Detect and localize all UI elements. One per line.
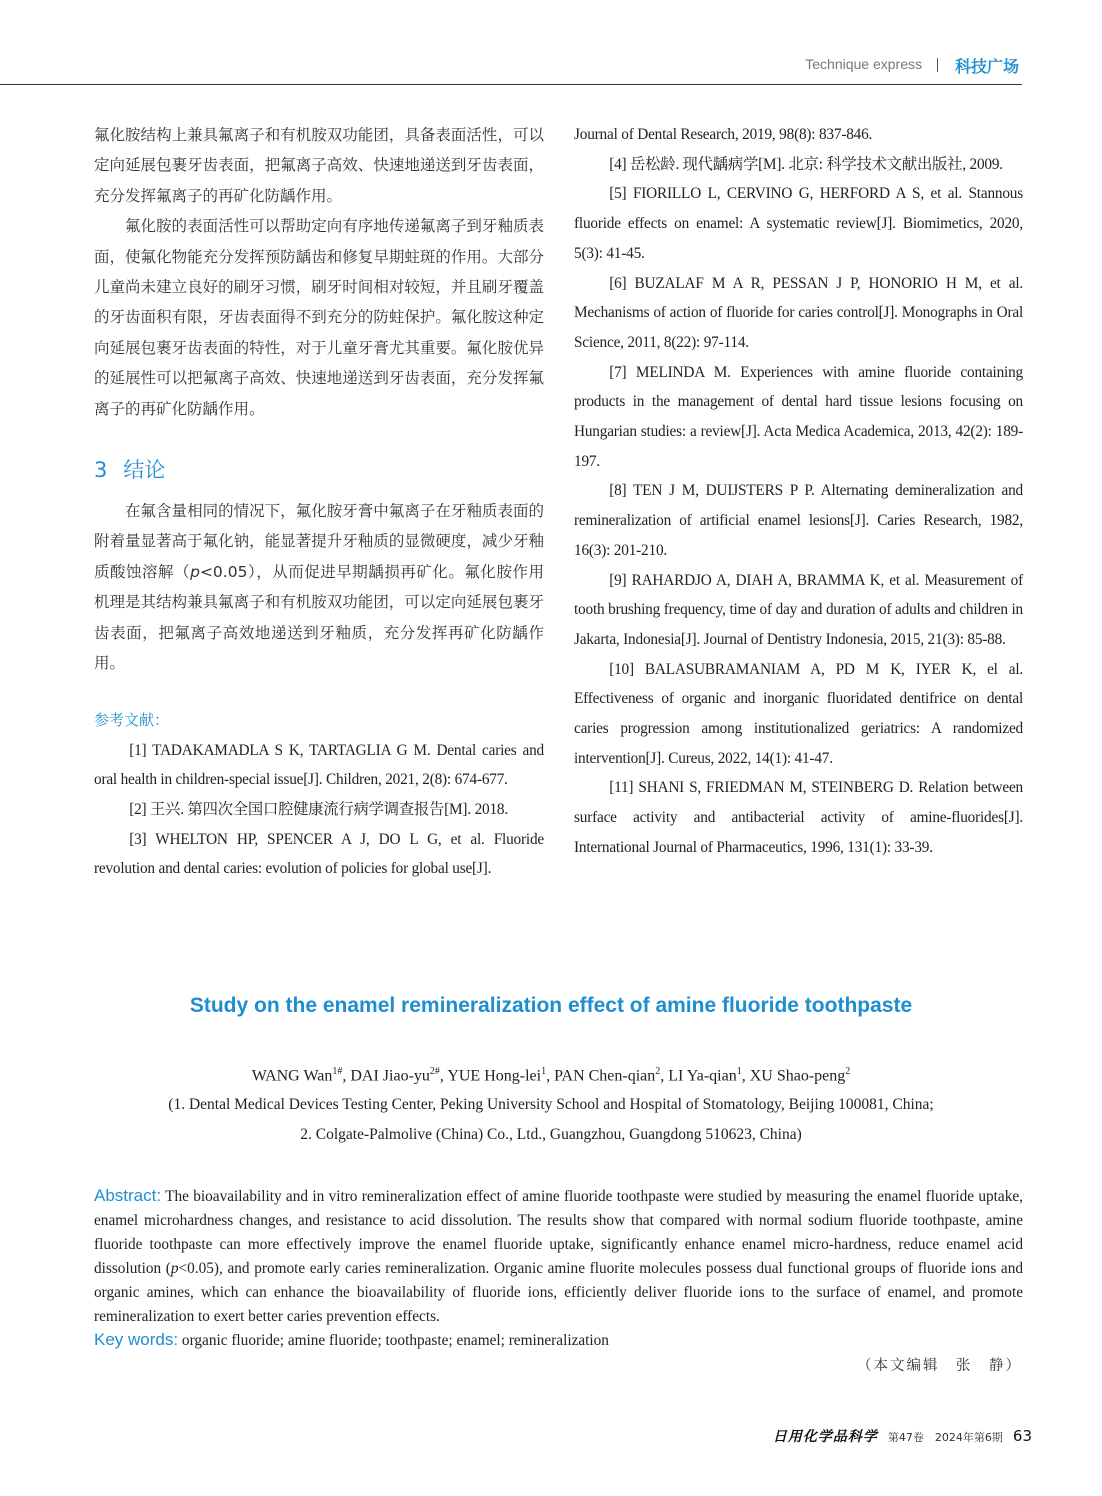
author-affiliation-mark: 1 [541, 1066, 547, 1077]
keywords [94, 1330, 1023, 1350]
page-number: 63 [1012, 1427, 1032, 1445]
author-name: YUE Hong-lei [447, 1067, 542, 1085]
header-section-cn: 科技广场 [955, 57, 1020, 76]
volume-issue: 第47卷 2024年第6期 [887, 1431, 1003, 1444]
reference-continuation: Journal of Dental Research, 2019, 98(8): 837-846. [574, 126, 873, 143]
references-heading: 参考文献： [94, 710, 170, 729]
author-affiliation-mark: 2# [429, 1066, 440, 1077]
body-paragraph: 氟化胺结构上兼具氟离子和有机胺双功能团，具备表面活性，可以定向延展包裹牙齿表面，把氟离子高效、快速地递送到牙齿表面，充分发挥氟离子的再矿化防龋作用。 [94, 126, 544, 205]
p-symbol: p [170, 1259, 179, 1277]
header-separator [937, 58, 938, 72]
page-footer [773, 1426, 1032, 1446]
editor-note: （本文编辑 张 静） [857, 1358, 1022, 1374]
author-list: WANG Wan$^{1\#}$, DAI Jiao-$yu^{2\#}$, YUE Hong-lei$^1$, PAN Chen-qian$^2$, LI Ya-qian$^1$, XU Shao-peng$^2$ [251, 1066, 851, 1085]
reference-item: [5] FIORILLO L, CERVINO G, HERFORD A S, et al. Stannous fluoride effects on enamel: A systematic review[J]. Biomimetics, 2020, 5(3): 41-45. [574, 185, 1023, 262]
reference-item: [6] BUZALAF M A R, PESSAN J P, HONORIO H M, et al. Mechanisms of action of fluoride for caries control[J]. Monographs in Oral Science, 2011, 8(22): 97-114. [574, 274, 1023, 351]
section-heading [94, 454, 544, 484]
affiliation-2: 2. Colgate-Palmolive (China) Co., Ltd., Guangzhou, Guangdong 510623, China) [300, 1126, 802, 1143]
reference-item: [3] WHELTON HP, SPENCER A J, DO L G, et al. Fluoride revolution and dental caries: evolution of policies for global use[J]. [94, 830, 544, 878]
keywords-label: Key words: [94, 1330, 179, 1349]
reference-item: [8] TEN J M, DUIJSTERS P P. Alternating demineralization and remineralization of artificial enamel lesions[J]. Caries Research, 1982, 16(3): 201-210. [574, 482, 1023, 559]
section-title: 结论 [123, 458, 166, 483]
author-affiliation-mark: 2 [845, 1066, 851, 1077]
author-name: WANG Wan [251, 1067, 333, 1085]
author-name: PAN Chen-qian [554, 1067, 656, 1085]
conclusion-paragraph [94, 496, 544, 678]
reference-item: [9] RAHARDJO A, DIAH A, BRAMMA K, et al. Measurement of tooth brushing frequency, time of day and duration of adults and children in Jakarta, Indonesia[J]. Journal of Dentistry Indonesia, 2015, 21(3): 85-88. [574, 571, 1023, 648]
header-section-en: Technique express [805, 56, 922, 72]
reference-item: [1] TADAKAMADLA S K, TARTAGLIA G M. Dental caries and oral health in children-special issue[J]. Children, 2021, 2(8): 674-677. [94, 741, 544, 789]
conclusion-text: <0.05），从而促进早期龋损再矿化。氟化胺作用机理是其结构兼具氟离子和有机胺双功能团，可以定向延展包裹牙齿表面，把氟离子高效地递送到牙釉质，充分发挥再矿化防龋作用。 [94, 562, 544, 673]
author-affiliation-mark: 1# [332, 1066, 343, 1077]
left-column [94, 120, 544, 884]
author-name: XU Shao-peng [749, 1067, 846, 1085]
header-rule [0, 84, 1022, 85]
abstract-label: Abstract: [94, 1186, 162, 1205]
body-paragraph: 氟化胺的表面活性可以帮助定向有序地传递氟离子到牙釉质表面，使氟化物能充分发挥预防龋齿和修复早期蛀斑的作用。大部分儿童尚未建立良好的刷牙习惯，刷牙时间相对较短，并且刷牙覆盖的牙齿面积有限，牙齿表面得不到充分的防蛀保护。氟化胺这种定向延展包裹牙齿表面的特性，对于儿童牙膏尤其重要。氟化胺优异的延展性可以把氟离子高效、快速地递送到牙齿表面，充分发挥氟离子的再矿化防龋作用。 [94, 217, 544, 418]
abstract [94, 1184, 1023, 1328]
author-affiliation-mark: 2 [655, 1066, 661, 1077]
journal-logo: 日用化学品科学 [772, 1429, 878, 1445]
p-symbol: p [190, 562, 200, 581]
right-column [574, 120, 1023, 863]
reference-item: [11] SHANI S, FRIEDMAN M, STEINBERG D. Relation between surface activity and antibacterial activity of amine-fluorides[J]. International Journal of Pharmaceutics, 1996, 131(1): 33-39. [574, 779, 1023, 856]
reference-item: [2] 王兴. 第四次全国口腔健康流行病学调查报告[M]. 2018. [129, 800, 508, 818]
english-title: Study on the enamel remineralization effect of amine fluoride toothpaste [189, 994, 913, 1017]
author-name: LI Ya-qian [668, 1067, 737, 1085]
abstract-text: The bioavailability and in vitro remineralization effect of amine fluoride toothpaste were studied by measuring the enamel fluoride uptake, enamel microhardness changes, and resistance to acid dissolution. The results show that compared with normal sodium fluoride toothpaste, amine fluoride toothpaste can more effectively improve the enamel fluoride uptake, significantly enhance enamel micro-hardness, reduce enamel acid dissolution ( [94, 1188, 1023, 1277]
affiliation-1: (1. Dental Medical Devices Testing Center, Peking University School and Hospital of Stomatology, Beijing 100081, China; [168, 1096, 934, 1113]
reference-item: [10] BALASUBRAMANIAM A, PD M K, IYER K, el al. Effectiveness of organic and inorganic fluoridated dentifrice on dental caries progression among institutionalized geriatrics: A randomized intervention[J]. Cureus, 2022, 14(1): 41-47. [574, 660, 1023, 767]
author-affiliation-mark: 1 [736, 1066, 742, 1077]
reference-item: [7] MELINDA M. Experiences with amine fluoride containing products in the management of dental hard tissue lesions focusing on Hungarian studies: a review[J]. Acta Medica Academica, 2013, 42(2): 189-197. [574, 363, 1023, 470]
abstract-text: <0.05), and promote early caries remineralization. Organic amine fluorite molecules possess dual functional groups of fluoride ions and organic amines, which can enhance the bioavailability of fluoride ions, efficiently deliver fluoride ions to the surface of enamel, and promote remineralization to exert better caries prevention effects. [94, 1259, 1023, 1325]
page-header [0, 50, 1102, 84]
keywords-text: organic fluoride; amine fluoride; toothpaste; enamel; remineralization [178, 1332, 609, 1349]
conclusion-text: 在氟含量相同的情况下，氟化胺牙膏中氟离子在牙釉质表面的附着量显著高于氟化钠，能显著提升牙釉质的显微硬度，减少牙釉质酸蚀溶解（ [94, 502, 544, 581]
section-number: 3 [94, 458, 108, 483]
reference-item: [4] 岳松龄. 现代龋病学[M]. 北京: 科学技术文献出版社, 2009. [609, 155, 1003, 173]
author-name: DAI Jiao-yu [350, 1067, 430, 1085]
